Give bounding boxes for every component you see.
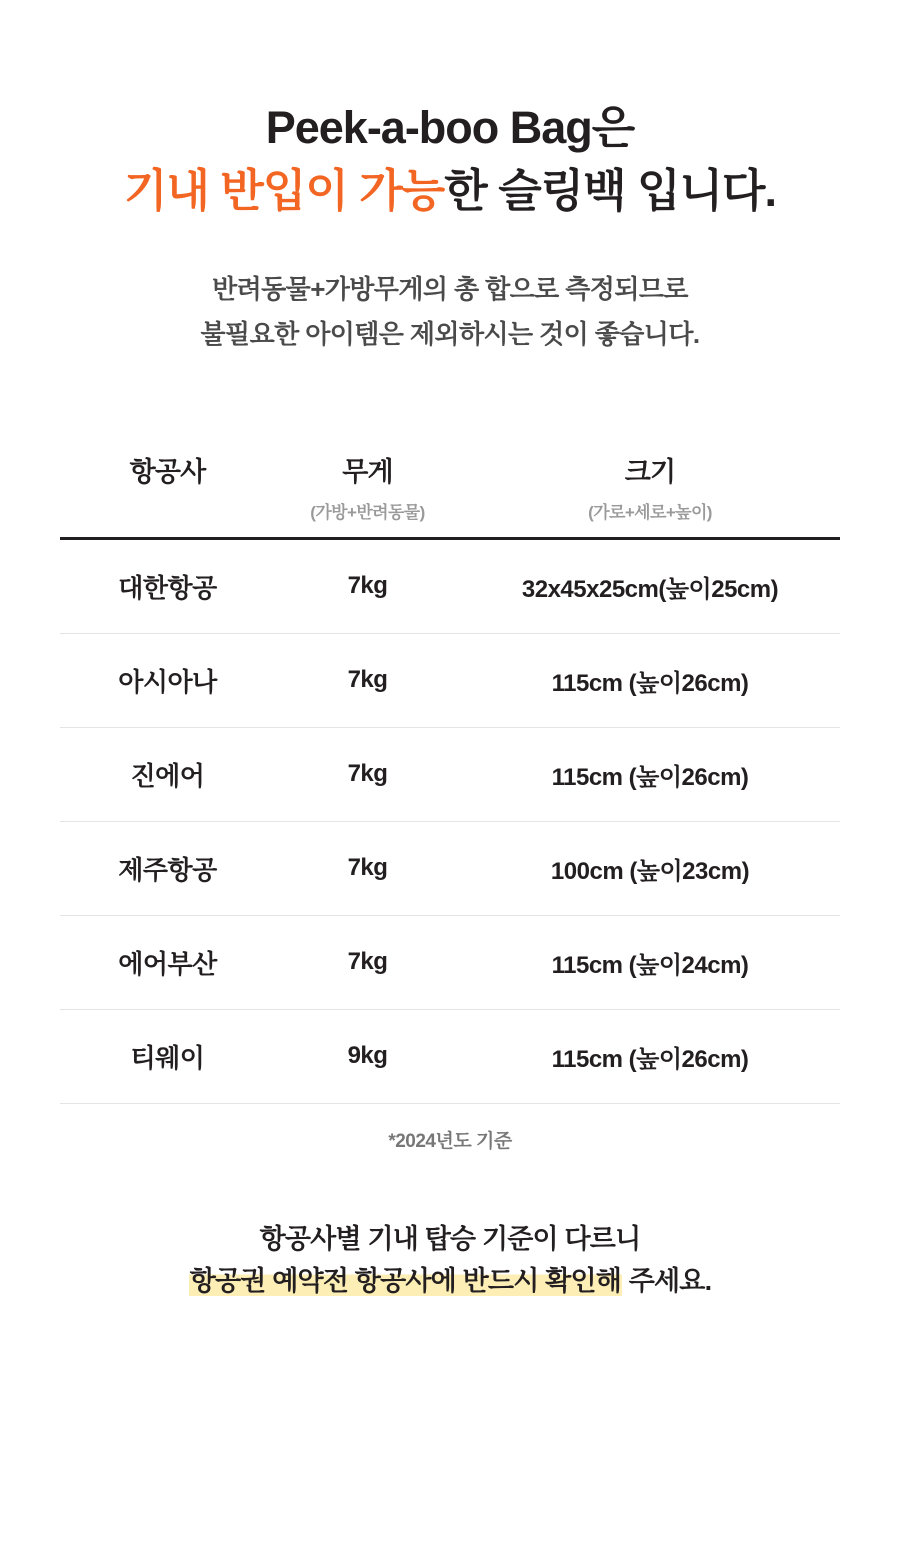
cell-weight: 7kg xyxy=(275,727,460,821)
notice-line-1: 항공사별 기내 탑승 기준이 다르니 xyxy=(259,1223,641,1254)
table-row xyxy=(60,821,840,915)
cell-airline: 티웨이 xyxy=(60,1009,275,1103)
headline-block xyxy=(60,0,840,221)
headline-line-2 xyxy=(60,162,840,221)
table-body xyxy=(60,538,840,1103)
cell-airline: 아시아나 xyxy=(60,633,275,727)
table-row xyxy=(60,1009,840,1103)
notice-line-2 xyxy=(60,1261,840,1303)
table-row xyxy=(60,538,840,633)
cell-weight: 9kg xyxy=(275,1009,460,1103)
cell-weight: 7kg xyxy=(275,915,460,1009)
column-header-size-label: 크기 xyxy=(624,456,676,487)
column-header-weight xyxy=(275,450,460,539)
table-footnote: *2024년도 기준 xyxy=(388,1130,512,1152)
cell-airline: 에어부산 xyxy=(60,915,275,1009)
table-row xyxy=(60,915,840,1009)
cell-size: 115cm (높이26cm) xyxy=(460,1009,840,1103)
cell-size: 115cm (높이26cm) xyxy=(460,727,840,821)
cell-size: 100cm (높이23cm) xyxy=(460,821,840,915)
headline-rest-text: 한 슬링백 입니다. xyxy=(444,165,777,217)
cell-weight: 7kg xyxy=(275,821,460,915)
cell-size: 115cm (높이26cm) xyxy=(460,633,840,727)
subcopy-line-1: 반려동물+가방무게의 총 합으로 측정되므로 xyxy=(212,273,688,304)
notice-highlight-text: 항공권 예약전 항공사에 반드시 확인해 xyxy=(189,1265,622,1296)
cell-airline: 진에어 xyxy=(60,727,275,821)
cell-size: 32x45x25cm(높이25cm) xyxy=(460,538,840,633)
subcopy-block xyxy=(60,267,840,358)
column-header-size xyxy=(460,450,840,539)
subcopy-line-2: 불필요한 아이템은 제외하시는 것이 좋습니다. xyxy=(200,319,700,350)
table-header xyxy=(60,450,840,539)
cell-size: 115cm (높이24cm) xyxy=(460,915,840,1009)
bottom-notice xyxy=(60,1219,840,1303)
headline-line-1: Peek-a-boo Bag은 xyxy=(265,102,635,153)
cell-airline: 대한항공 xyxy=(60,538,275,633)
column-header-airline-label: 항공사 xyxy=(129,456,206,487)
column-header-airline xyxy=(60,450,275,539)
table-row xyxy=(60,633,840,727)
cell-airline: 제주항공 xyxy=(60,821,275,915)
table-row xyxy=(60,727,840,821)
column-header-size-sublabel: (가로+세로+높이) xyxy=(588,502,712,522)
airline-spec-table-wrap xyxy=(60,450,840,1153)
notice-rest-text: 주세요. xyxy=(622,1265,712,1296)
column-header-weight-label: 무게 xyxy=(342,456,393,487)
airline-spec-table xyxy=(60,450,840,1104)
cell-weight: 7kg xyxy=(275,538,460,633)
column-header-weight-sublabel: (가방+반려동물) xyxy=(310,502,425,522)
headline-accent-text: 기내 반입이 가능 xyxy=(123,165,445,217)
cell-weight: 7kg xyxy=(275,633,460,727)
table-header-row xyxy=(60,450,840,539)
